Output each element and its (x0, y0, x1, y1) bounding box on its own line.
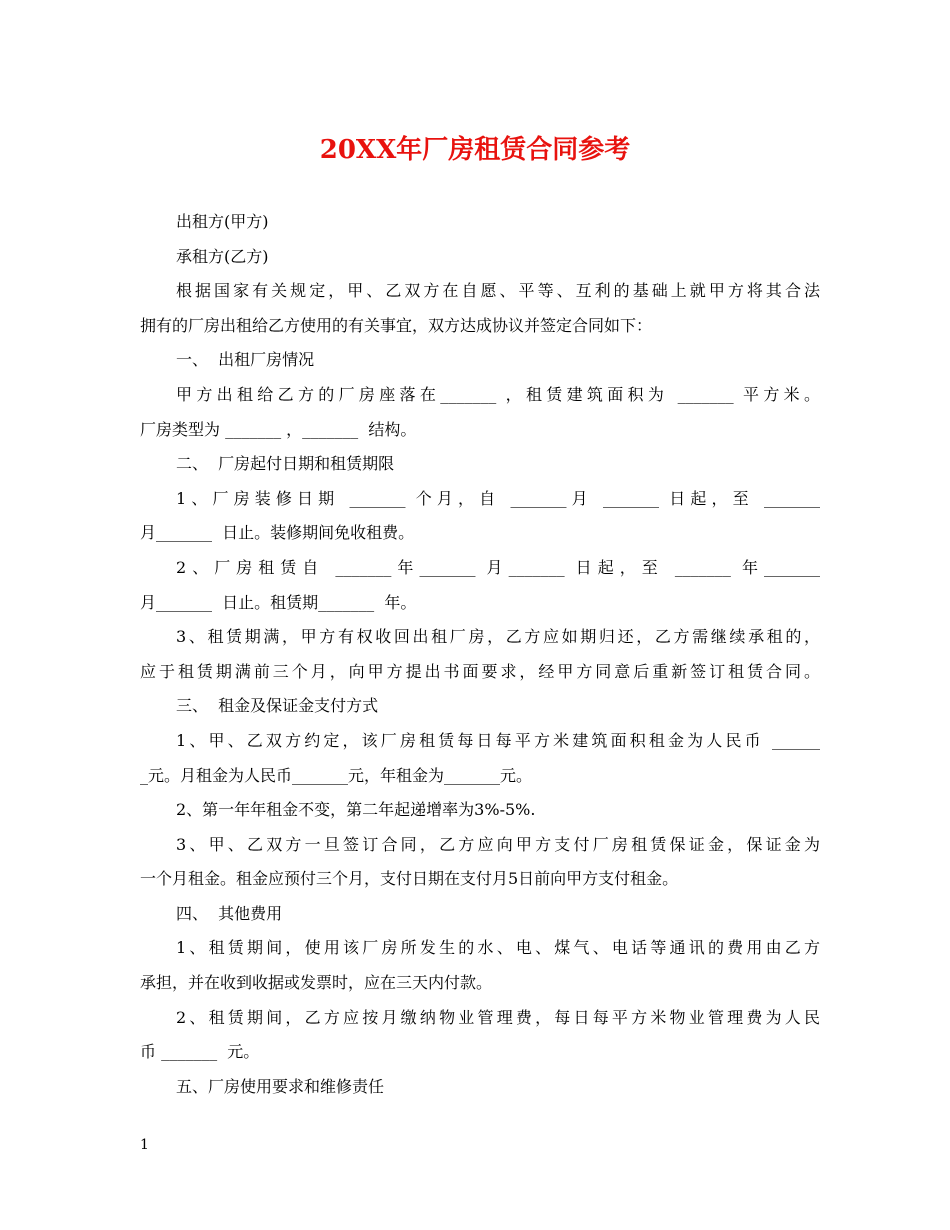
document-line: 2、租赁期间，乙方应按月缴纳物业管理费，每日每平方米物业管理费为人民 (176, 1007, 820, 1027)
document-title: 20XX年厂房租赁合同参考 (319, 135, 631, 165)
document-line: 四、 其他费用 (176, 903, 283, 923)
document-line: 五、厂房使用要求和维修责任 (176, 1076, 385, 1096)
document-line: 2、第一年年租金不变，第二年起递增率为3%-5%. (176, 800, 536, 820)
document-line: 厂房类型为 _______ ，_______ 结构。 (140, 419, 417, 439)
document-line: 1、甲、乙双方约定，该厂房租赁每日每平方米建筑面积租金为人民币 ______ (176, 730, 820, 750)
document-line: 3、租赁期满，甲方有权收回出租厂房，乙方应如期归还，乙方需继续承租的， (176, 627, 820, 647)
document-line: 一、 出租厂房情况 (176, 350, 315, 370)
document-line: 应于租赁期满前三个月，向甲方提出书面要求，经甲方同意后重新签订租赁合同。 (140, 661, 820, 681)
document-line: 币 _______ 元。 (140, 1042, 260, 1062)
document-line: 承担，并在收到收据或发票时，应在三天内付款。 (140, 973, 493, 993)
document-line: 出租方(甲方) (176, 212, 269, 231)
document-body (140, 205, 820, 1104)
document-line: 月_______ 日止。租赁期_______ 年。 (140, 592, 417, 612)
document-line: 一个月租金。租金应预付三个月，支付日期在支付月5日前向甲方支付租金。 (140, 869, 679, 889)
page-number: 1 (140, 1137, 149, 1153)
document-line: 甲方出租给乙方的厂房座落在_______ ，租赁建筑面积为 _______ 平方米。 (176, 384, 820, 404)
document-line: 1、厂房装修日期 _______ 个月，自 _______月 _______ 日起，至 _______ (176, 488, 820, 508)
document-line: 二、 厂房起付日期和租赁期限 (176, 454, 395, 474)
document-line: 三、 租金及保证金支付方式 (176, 696, 379, 716)
document-line: 根据国家有关规定，甲、乙双方在自愿、平等、互利的基础上就甲方将其合法 (176, 281, 820, 301)
document-line: 月_______ 日止。装修期间免收租费。 (140, 523, 415, 543)
document-line: 2、厂房租赁自 _______年_______ 月_______ 日起，至 _______ 年_______ (176, 557, 820, 577)
document-line: _元。月租金为人民币_______元，年租金为_______元。 (140, 765, 533, 785)
document-line: 3、甲、乙双方一旦签订合同，乙方应向甲方支付厂房租赁保证金，保证金为 (176, 834, 820, 854)
document-line: 拥有的厂房出租给乙方使用的有关事宜，双方达成协议并签定合同如下： (140, 315, 653, 335)
document-line: 1、租赁期间，使用该厂房所发生的水、电、煤气、电话等通讯的费用由乙方 (176, 938, 820, 958)
document-line: 承租方(乙方) (176, 246, 269, 266)
